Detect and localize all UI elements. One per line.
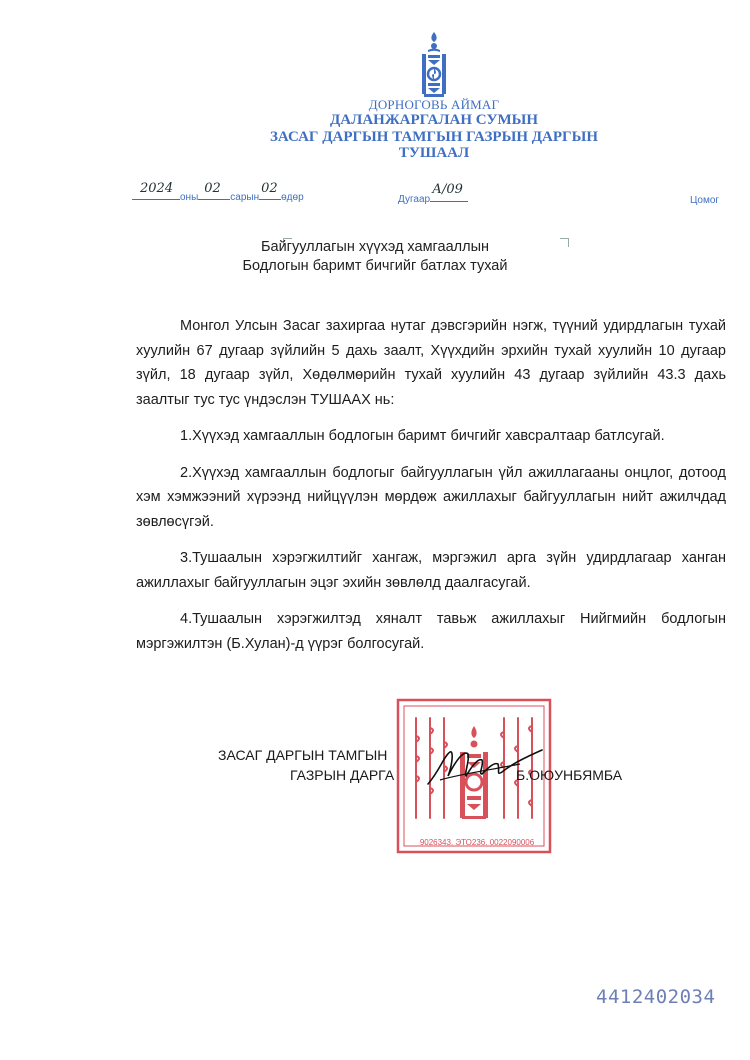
- date-day: 02: [261, 181, 278, 196]
- date-year: 2024: [140, 181, 174, 196]
- order-item: 4.Тушаалын хэрэгжилтэд хяналт тавьж ажиллахыг Нийгмийн бодлогын мэргэжилтэн (Б.Хулан)-д үүрэг болгосугай.: [136, 611, 726, 652]
- date-year-label: оны: [180, 192, 199, 203]
- date-month: 02: [204, 181, 221, 196]
- order-number: А/09: [432, 182, 463, 197]
- signatory-title: ЗАСАГ ДАРГЫН ТАМГЫН: [218, 747, 388, 763]
- order-number-line: [398, 182, 468, 207]
- order-number-label: Дугаар: [398, 194, 431, 205]
- date-day-label: өдөр: [281, 192, 304, 203]
- signatory-title: ГАЗРЫН ДАРГА: [290, 767, 395, 783]
- subject: [0, 238, 750, 276]
- document-serial-number: 4412402034: [596, 986, 716, 1008]
- date-line: [132, 181, 317, 203]
- order-item: 2.Хүүхэд хамгааллын бодлогыг байгууллагын үйл ажиллагааны онцлог, дотоод хэм хэмжээний хүрээнд нийцүүлэн мөрдөж ажиллахыг байгууллагын нийт ажилчдад зөвлөсүгэй.: [136, 464, 726, 530]
- office-name: ЗАСАГ ДАРГЫН ТАМГЫН ГАЗРЫН ДАРГЫН: [269, 129, 598, 145]
- state-emblem-icon: [412, 30, 456, 98]
- subject-line: Бодлогын баримт бичгийг батлах тухай: [242, 258, 508, 274]
- order-item: 1.Хүүхэд хамгааллын бодлогын баримт бичгийг хавсралтаар батлсугай.: [180, 428, 665, 444]
- seal-number: 9026343. ЭТО236. 0022090006: [419, 838, 535, 847]
- document-type: ТУШААЛ: [398, 145, 470, 161]
- place-name: Цомог: [690, 195, 720, 206]
- order-preamble: Монгол Улсын Засаг захиргаа нутаг дэвсгэрийн нэгж, түүний удирдлагын тухай хуулийн 67 дугаар зүйлийн 5 дахь заалт, Хүүхдийн эрхийн тухай хуулийн 10 дугаар зүйл, 18 дугаар зүйл, Хөдөлмөрийн тухай хуулийн 43 дугаар зүйлийн 43.3 дахь заалтыг тус тус үндэслэн ТУШААХ нь:: [136, 318, 726, 408]
- order-body: [136, 314, 726, 668]
- signatory-name: Б.ОЮУНБЯМБА: [516, 767, 623, 783]
- sum-name: ДАЛАНЖАРГАЛАН СУМЫН: [329, 112, 539, 128]
- date-month-label: сарын: [230, 192, 260, 203]
- handwritten-signature: [420, 740, 550, 790]
- aimag-name: ДОРНОГОВЬ АЙМАГ: [368, 97, 500, 112]
- order-item: 3.Тушаалын хэрэгжилтийг хангаж, мэргэжил арга зүйн удирдлагаар ханган ажиллахыг байгууллагын эцэг эхийн зөвлөлд даалгасугай.: [136, 550, 726, 591]
- subject-line: Байгууллагын хүүхэд хамгааллын: [260, 239, 490, 255]
